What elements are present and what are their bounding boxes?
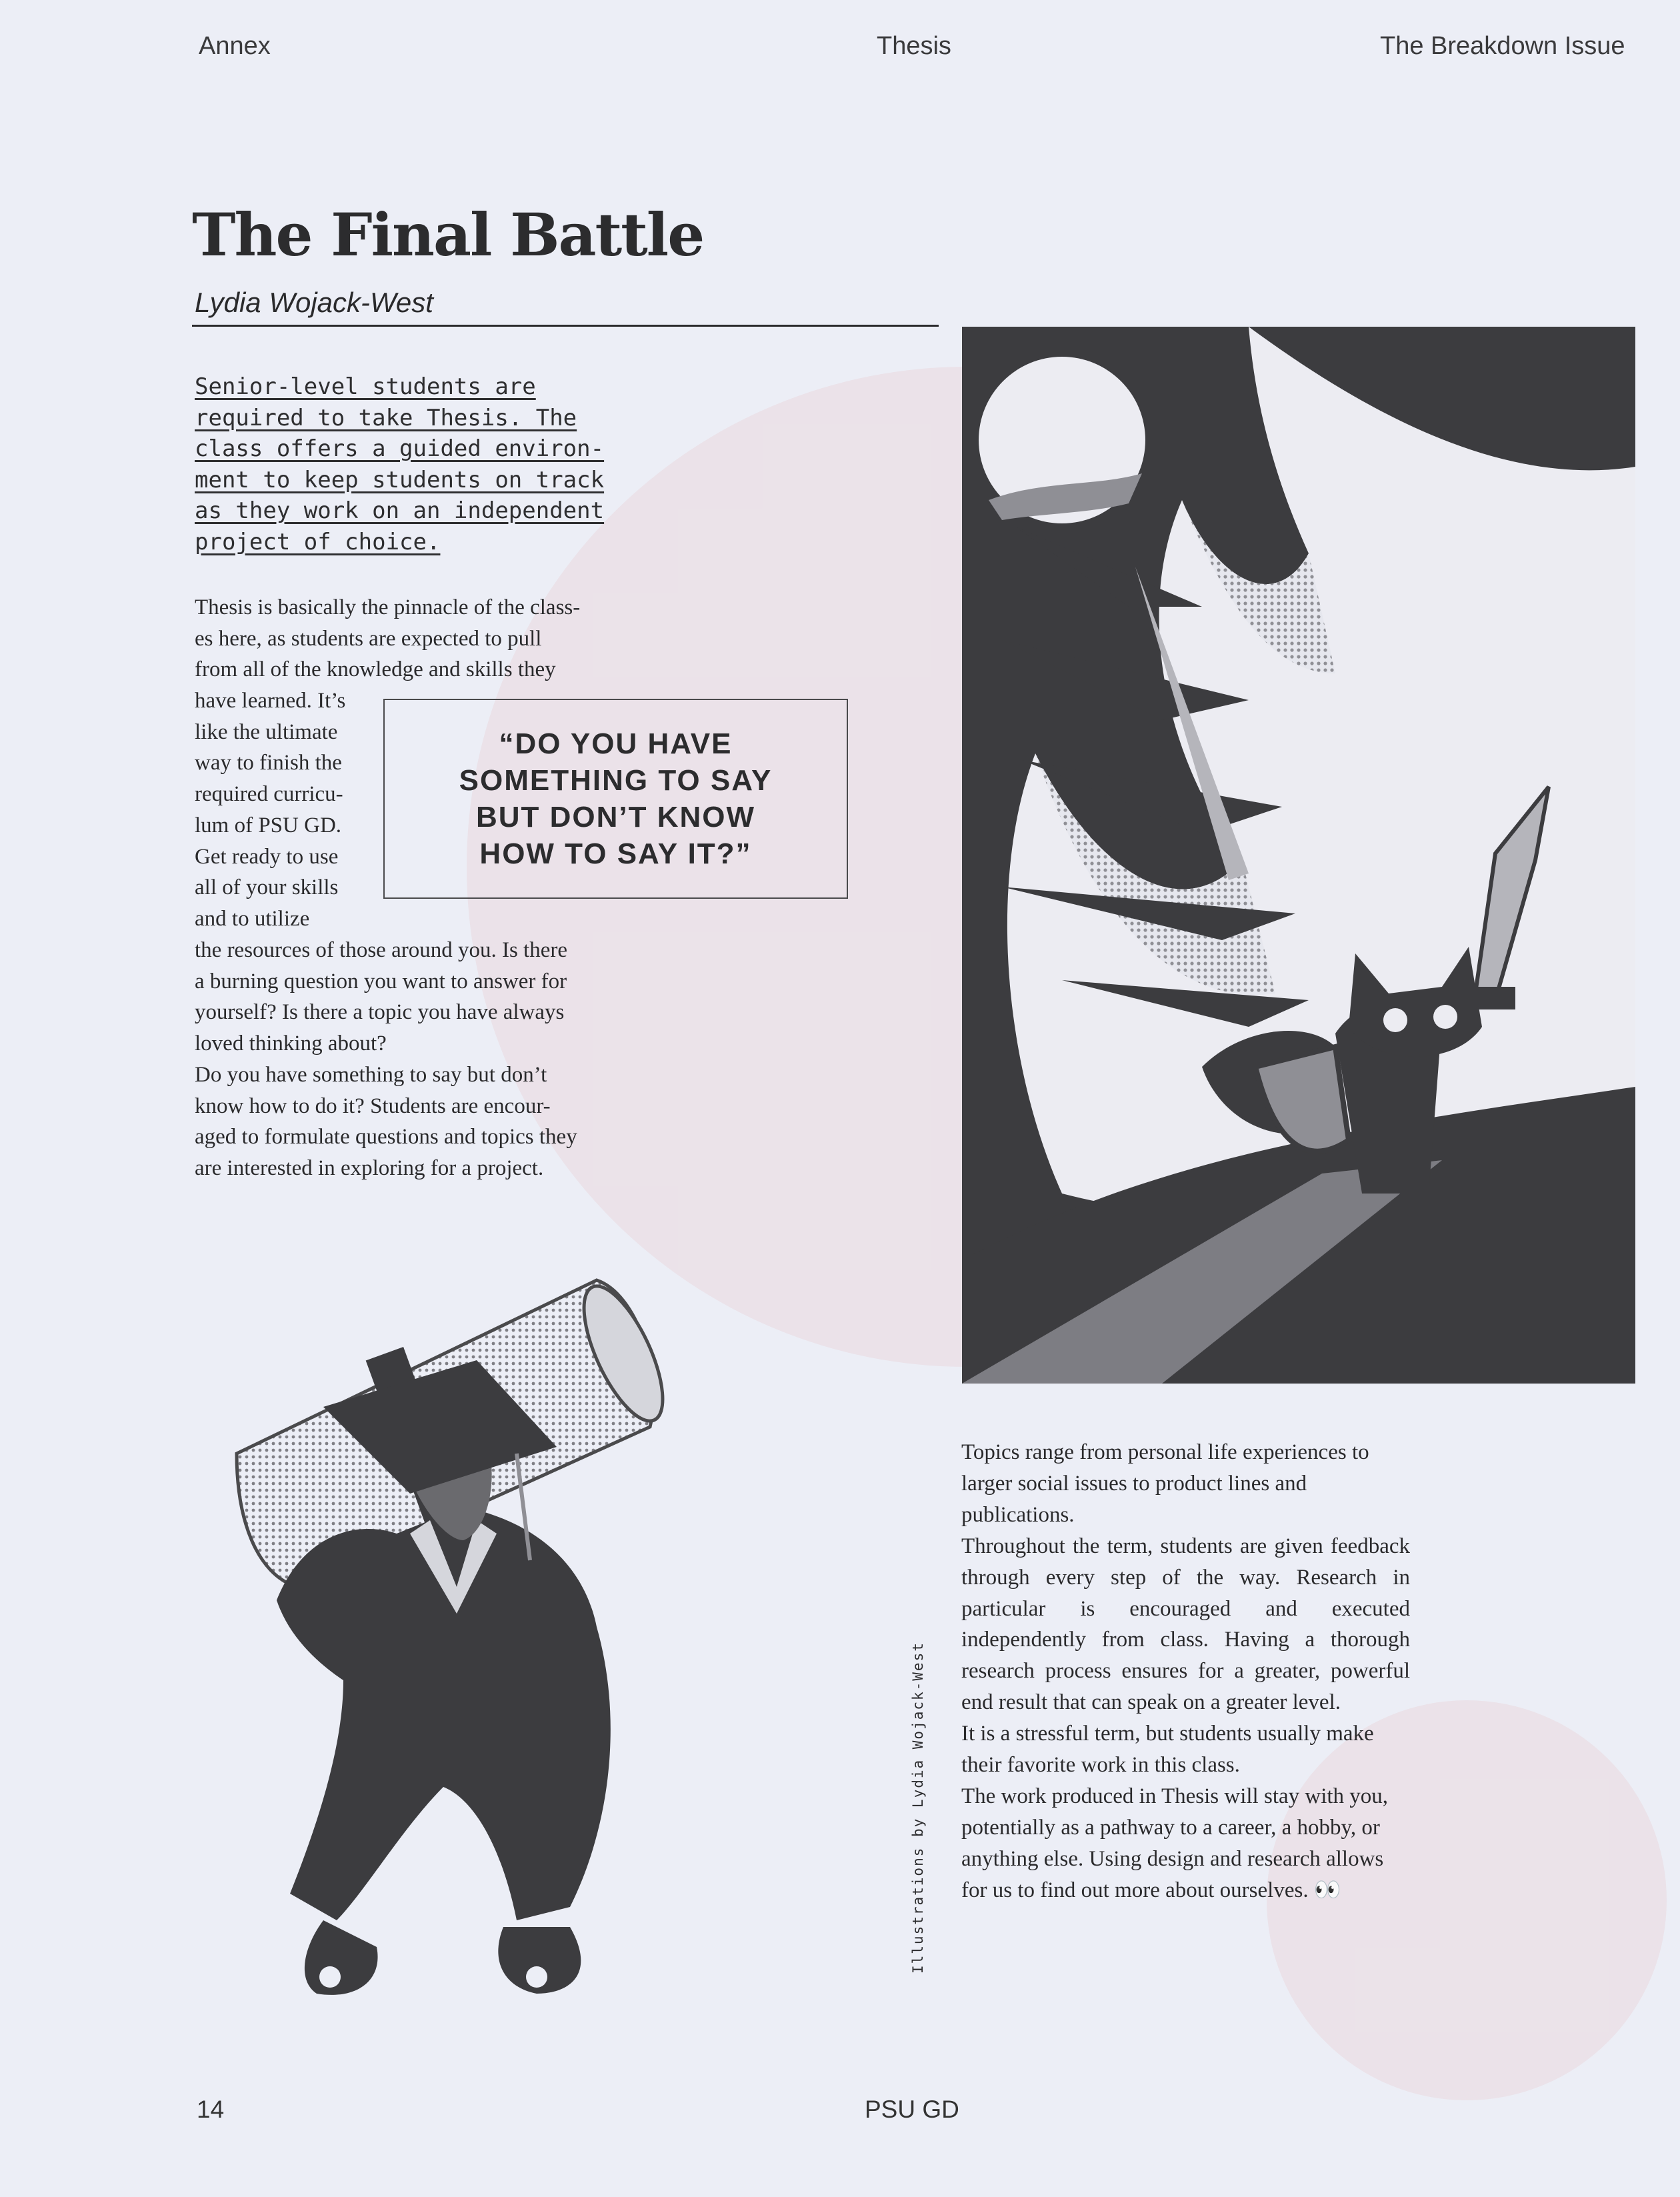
body-text-intro [195,592,580,685]
header-issue-name: The Breakdown Issue [1380,32,1625,60]
lede-line: ment to keep students on track [195,466,605,493]
body-paragraph: Topics range from personal life experiences to larger social issues to product lines and publications. [961,1440,1369,1527]
illustration-credit: Illustrations by Lydia Wojack-West [910,1642,926,1974]
pull-quote [383,699,848,899]
lede-line: project of choice. [195,528,441,555]
publication-name: PSU GD [865,2096,959,2123]
header-page-topic: Thesis [877,32,951,60]
pull-quote-text [459,725,773,872]
body-line: way to finish the [195,751,342,775]
body-line: Do you have something to say but don’t [195,1062,547,1087]
graduate-illustration [223,1254,743,2040]
body-line: all of your skills [195,875,339,900]
page-number: 14 [197,2096,225,2123]
body-paragraph: The work produced in Thesis will stay with you, potentially as a pathway to a career, a hobby, or anything else. Using design and research allows for us to find out more about ourselves. 👀 [961,1784,1389,1902]
lede-line: as they work on an independent [195,497,605,524]
body-line: the resources of those around you. Is there [195,938,567,962]
body-line: required curricu- [195,782,343,807]
lede-line: required to take Thesis. The [195,404,577,431]
pull-quote-line: “DO YOU HAVE [499,727,733,760]
article-title: The Final Battle [192,200,704,269]
body-line: loved thinking about? [195,1031,387,1056]
body-line: es here, as students are expected to pull [195,626,542,651]
body-line: from all of the knowledge and skills they [195,657,556,682]
body-line: and to utilize [195,906,310,931]
body-text-beside-quote [195,685,345,935]
body-line: like the ultimate [195,719,338,744]
body-line: know how to do it? Students are encour- [195,1093,551,1118]
pull-quote-line: BUT DON’T KNOW [475,801,756,833]
body-line: have learned. It’s [195,689,346,713]
body-line: are interested in exploring for a project. [195,1156,544,1180]
body-line: yourself? Is there a topic you have always [195,1000,565,1025]
body-line: lum of PSU GD. [195,813,342,837]
body-line: a burning question you want to answer for [195,969,567,993]
header-section-label: Annex [199,32,271,60]
body-line: Get ready to use [195,844,339,869]
title-divider [192,325,939,327]
lede-line: class offers a guided environ- [195,435,605,462]
cat-knight-illustration [962,327,1635,1384]
pull-quote-line: HOW TO SAY IT?” [479,837,752,870]
body-paragraph: It is a stressful term, but students usually make their favorite work in this class. [961,1722,1374,1778]
pull-quote-line: SOMETHING TO SAY [459,764,773,797]
lede-line: Senior-level students are [195,373,536,400]
body-text-right-column [961,1437,1410,1906]
article-author: Lydia Wojack-West [195,287,433,318]
body-line: aged to formulate questions and topics they [195,1125,577,1150]
body-line: Thesis is basically the pinnacle of the class- [195,595,581,619]
article-lede [195,371,661,557]
body-paragraph: Throughout the term, students are given feedback through every step of the way. Research in particular is encouraged and executed independently from class. Having a thorough research process ensures for a greater, powerful end result that can speak on a greater level. [961,1534,1410,1715]
body-text-continued [195,935,577,1184]
